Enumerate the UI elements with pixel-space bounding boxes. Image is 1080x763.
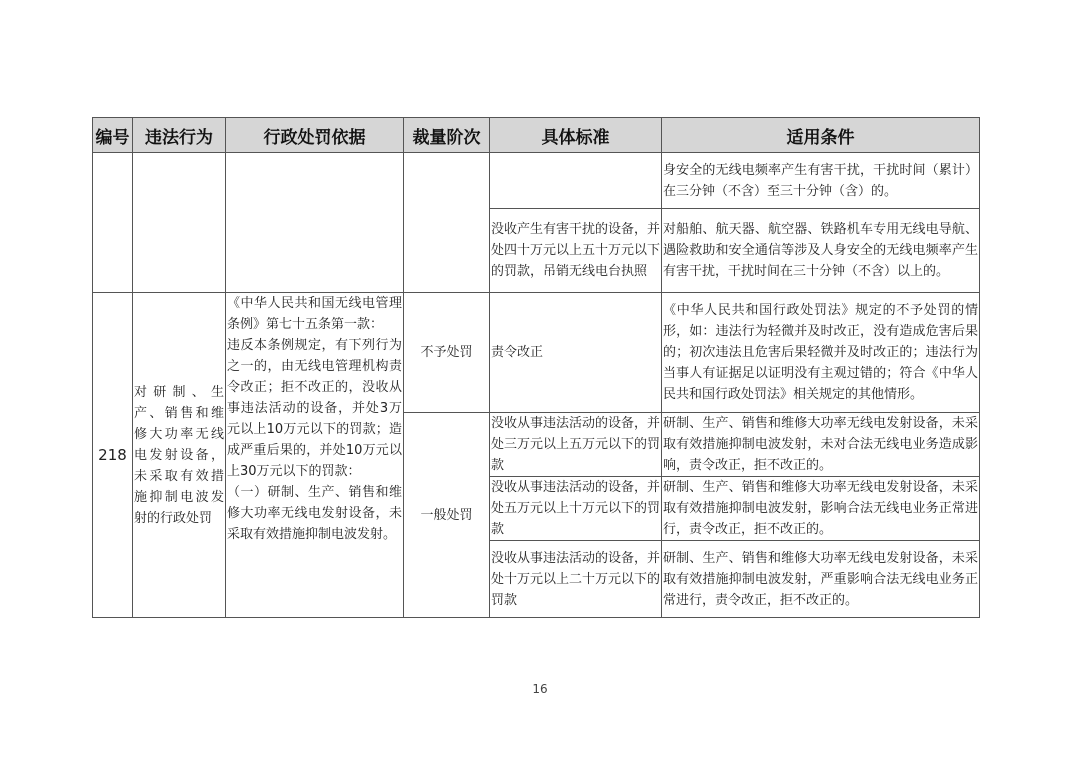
cont-level-cell [404, 153, 490, 293]
standard-general-2: 没收从事违法活动的设备，并处五万元以上十万元以下的罚款 [490, 477, 662, 541]
basis-rule: 违反本条例规定，有下列行为之一的，由无线电管理机构责令改正；拒不改正的，没收从事违法活动的设备，并处3万元以上10万元以下的罚款；造成严重后果的，并处10万元以上30万元以下的罚款： [227, 338, 402, 479]
table-row [93, 153, 980, 209]
basis-item: （一）研制、生产、销售和维修大功率无线电发射设备，未采取有效措施抑制电波发射。 [227, 485, 402, 542]
header-violation: 违法行为 [133, 118, 226, 153]
cont-condition-1: 身安全的无线电频率产生有害干扰，干扰时间（累计）在三分钟（不含）至三十分钟（含）的。 [662, 153, 980, 209]
level-no-penalty: 不予处罚 [404, 293, 490, 413]
header-conditions: 适用条件 [662, 118, 980, 153]
standard-no-penalty: 责令改正 [490, 293, 662, 413]
table-header-row [93, 118, 980, 153]
standard-general-1: 没收从事违法活动的设备，并处三万元以上五万元以下的罚款 [490, 413, 662, 477]
header-level: 裁量阶次 [404, 118, 490, 153]
condition-general-1: 研制、生产、销售和维修大功率无线电发射设备，未采取有效措施抑制电波发射，未对合法无线电业务造成影响，责令改正，拒不改正的。 [662, 413, 980, 477]
condition-general-3: 研制、生产、销售和维修大功率无线电发射设备，未采取有效措施抑制电波发射，严重影响合法无线电业务正常进行，责令改正，拒不改正的。 [662, 541, 980, 618]
header-number: 编号 [93, 118, 133, 153]
cont-standard-cell [490, 153, 662, 209]
header-basis: 行政处罚依据 [226, 118, 404, 153]
cont-condition-2: 对船舶、航天器、航空器、铁路机车专用无线电导航、遇险救助和安全通信等涉及人身安全的无线电频率产生有害干扰，干扰时间在三十分钟（不含）以上的。 [662, 209, 980, 293]
cont-violation-cell [133, 153, 226, 293]
page-number: 16 [532, 682, 548, 696]
standard-general-3: 没收从事违法活动的设备，并处十万元以上二十万元以下的罚款 [490, 541, 662, 618]
condition-no-penalty: 《中华人民共和国行政处罚法》规定的不予处罚的情形，如：违法行为轻微并及时改正，没有造成危害后果的；初次违法且危害后果轻微并及时改正的；违法行为当事人有证据足以证明没有主观过错的；符合《中华人民共和国行政处罚法》相关规定的其他情形。 [662, 293, 980, 413]
table-row [93, 293, 980, 413]
cont-standard-2: 没收产生有害干扰的设备，并处四十万元以上五十万元以下的罚款，吊销无线电台执照 [490, 209, 662, 293]
condition-general-2: 研制、生产、销售和维修大功率无线电发射设备，未采取有效措施抑制电波发射，影响合法无线电业务正常进行，责令改正，拒不改正的。 [662, 477, 980, 541]
level-general-penalty: 一般处罚 [404, 413, 490, 618]
penalty-basis [226, 293, 404, 618]
cont-number-cell [93, 153, 133, 293]
cont-basis-cell [226, 153, 404, 293]
row-number: 218 [93, 293, 133, 618]
basis-article: 《中华人民共和国无线电管理条例》第七十五条第一款： [227, 296, 402, 332]
header-standard: 具体标准 [490, 118, 662, 153]
violation-description: 对研制、生产、销售和维修大功率无线电发射设备，未采取有效措施抑制电波发射的行政处罚 [133, 293, 226, 618]
penalty-standards-table [92, 117, 980, 618]
